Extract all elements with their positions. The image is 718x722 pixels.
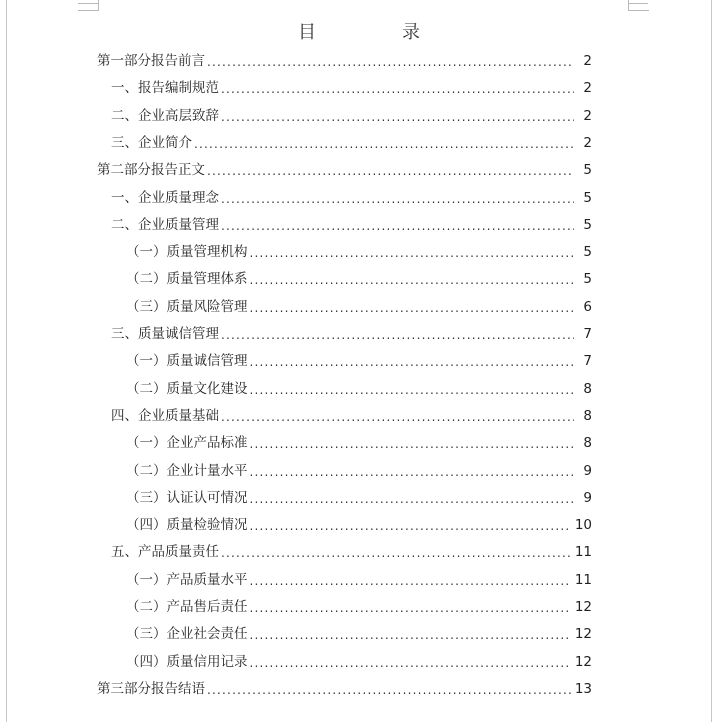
toc-entry[interactable] [111,133,592,153]
toc-entry[interactable] [111,324,592,344]
toc-entry-page-number: 2 [583,80,592,97]
margin-corner-mark-right [628,0,649,11]
toc-entry-label: （三）认证认可情况 [126,489,248,506]
toc-entry-page-number: 5 [583,244,592,261]
toc-entry[interactable] [126,379,592,399]
toc-entry[interactable] [126,269,592,289]
toc-entry-page-number: 5 [583,162,592,179]
toc-entry-page-number: 5 [583,271,592,288]
toc-entry-page-number: 13 [574,680,592,697]
toc-leader-dots [221,108,574,126]
toc-entry[interactable] [126,433,592,453]
toc-entry-page-number: 11 [574,544,592,561]
toc-entry[interactable] [126,597,592,617]
toc-entry-page-number: 12 [574,626,592,643]
toc-entry[interactable] [97,160,592,180]
toc-entry[interactable] [126,297,592,317]
toc-entry[interactable] [111,188,592,208]
toc-entry-page-number: 9 [583,489,592,506]
toc-entry[interactable] [97,51,592,71]
toc-entry-page-number: 9 [583,462,592,479]
toc-entry-page-number: 2 [583,53,592,69]
toc-entry[interactable] [111,542,592,562]
margin-corner-mark-left [78,0,99,11]
toc-leader-dots [250,626,571,644]
toc-title: 目 录 [298,22,454,43]
toc-leader-dots [221,190,574,208]
toc-entry[interactable] [126,351,592,371]
toc-leader-dots [250,381,575,399]
toc-entry-label: 一、企业质量理念 [111,189,219,206]
toc-entry[interactable] [111,215,592,235]
toc-entry-page-number: 7 [583,353,592,370]
toc-entry-page-number: 12 [574,653,592,670]
toc-entry-page-number: 5 [583,216,592,233]
toc-leader-dots [250,435,575,453]
margin-corner-mark-left-line [78,3,98,4]
toc-entry-page-number: 10 [574,517,592,534]
toc-entry-label: 二、企业高层致辞 [111,107,219,124]
toc-leader-dots [250,299,575,317]
toc-leader-dots [221,80,574,98]
toc-entry-label: （二）质量文化建设 [126,380,248,397]
toc-entry-label: 一、报告编制规范 [111,80,219,97]
toc-leader-dots [250,271,575,289]
toc-entry-page-number: 8 [583,380,592,397]
toc-leader-dots [250,599,571,617]
toc-entry-label: （一）质量诚信管理 [126,353,248,370]
toc-leader-dots [194,135,574,153]
toc-entry-label: （二）企业计量水平 [126,462,248,479]
toc-leader-dots [207,681,571,699]
toc-entry-page-number: 11 [574,571,592,588]
toc-entry-label: 第三部分报告结语 [97,680,205,697]
toc-entry[interactable] [126,461,592,481]
toc-entry-label: 三、质量诚信管理 [111,326,219,342]
toc-entry[interactable] [126,624,592,644]
toc-entry-label: 五、产品质量责任 [111,544,219,561]
toc-entry-label: （一）质量管理机构 [126,244,248,261]
toc-leader-dots [221,326,574,344]
toc-leader-dots [250,517,571,535]
toc-entry-label: （一）企业产品标准 [126,435,248,452]
toc-entry[interactable] [126,570,592,590]
toc-leader-dots [221,217,574,235]
toc-entry[interactable] [126,242,592,262]
toc-entry-label: 三、企业简介 [111,134,192,151]
toc-entry-label: （四）质量信用记录 [126,653,248,670]
toc-entry-page-number: 5 [583,189,592,206]
toc-entry-label: 四、企业质量基础 [111,407,219,424]
page-right-edge [711,0,712,722]
toc-entry[interactable] [111,106,592,126]
toc-entry[interactable] [126,652,592,672]
toc-leader-dots [250,244,575,262]
toc-entry-label: （二）质量管理体系 [126,271,248,288]
toc-entry-page-number: 8 [583,407,592,424]
margin-corner-mark-right-line [628,3,648,4]
toc-entry-label: （一）产品质量水平 [126,571,248,588]
toc-leader-dots [207,53,574,71]
toc-entry-page-number: 6 [583,298,592,315]
toc-entry-label: 第一部分报告前言 [97,53,205,69]
toc-entry[interactable] [126,515,592,535]
toc-leader-dots [250,490,575,508]
toc-entry-page-number: 7 [583,326,592,342]
toc-entry[interactable] [126,488,592,508]
toc-entry-label: （四）质量检验情况 [126,517,248,534]
toc-entry-page-number: 2 [583,107,592,124]
toc-entry-label: 第二部分报告正文 [97,162,205,179]
toc-entry[interactable] [111,78,592,98]
toc-leader-dots [250,463,575,481]
page-left-edge [6,0,7,722]
toc-entry-page-number: 8 [583,435,592,452]
toc-entry-label: （三）企业社会责任 [126,626,248,643]
toc-entry[interactable] [97,679,592,699]
toc-entry-label: （三）质量风险管理 [126,298,248,315]
toc-leader-dots [207,162,574,180]
toc-entry-page-number: 2 [583,134,592,151]
toc-leader-dots [250,353,575,371]
toc-leader-dots [250,654,571,672]
toc-leader-dots [221,544,571,562]
toc-leader-dots [250,572,571,590]
toc-entry-page-number: 12 [574,599,592,615]
toc-entry-label: 二、企业质量管理 [111,216,219,233]
toc-leader-dots [221,408,574,426]
toc-entry-label: （二）产品售后责任 [126,599,248,615]
toc-entry[interactable] [111,406,592,426]
